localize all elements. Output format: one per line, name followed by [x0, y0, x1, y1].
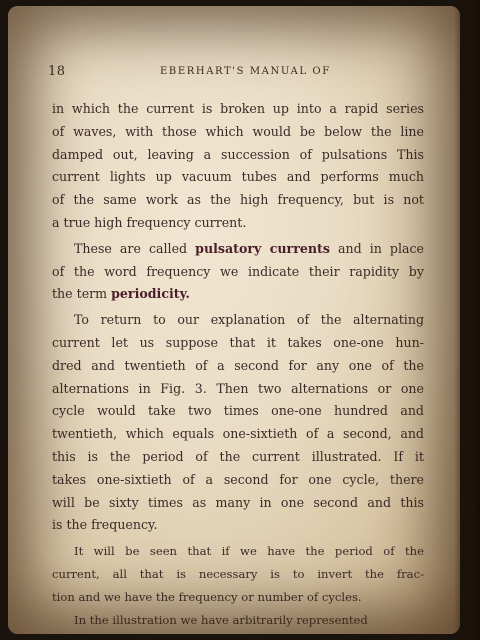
- book-spine-shadow: [454, 0, 480, 640]
- bold-term-pulsatory-currents: pulsatory currents: [195, 240, 330, 256]
- page-number: 18: [48, 64, 66, 79]
- text-line: is the frequency.: [52, 517, 158, 533]
- text-line: a true high frequency current.: [52, 214, 247, 230]
- text-line: twentieth, which equals one-sixtieth of a second, and: [52, 426, 424, 442]
- paragraph-3: [52, 309, 424, 537]
- text-line: current let us suppose that it takes one-one hun-: [52, 334, 424, 350]
- page-header: [48, 64, 424, 84]
- text-line: current lights up vacuum tubes and performs much: [52, 169, 424, 185]
- text-line: dred and twentieth of a second for any one of the: [52, 357, 424, 373]
- text-line: current, all that is necessary is to invert the frac-: [52, 566, 424, 581]
- text-line: alternations in Fig. 3. Then two alternations or one: [52, 380, 424, 396]
- text-line: this is the period of the current illustrated. If it: [52, 448, 424, 464]
- text-line: [52, 238, 424, 261]
- running-head: EBERHART'S MANUAL OF: [160, 66, 331, 77]
- text-line: in which the current is broken up into a rapid series: [52, 101, 424, 116]
- text-line: tion and we have the frequency or number of cycles.: [52, 589, 362, 604]
- text-line: In the illustration we have arbitrarily represented: [74, 612, 368, 627]
- text-line: cycle would take two times one-one hundred and: [52, 403, 424, 419]
- text-line: of the same work as the high frequency, but is not: [52, 192, 424, 208]
- paragraph-4: [52, 540, 424, 608]
- text-line: of waves, with those which would be below the line: [52, 123, 424, 139]
- text-run: and in place: [329, 240, 424, 256]
- text-line: [52, 283, 424, 306]
- text-line: It will be seen that if we have the period of the: [74, 544, 424, 559]
- paragraph-2: [52, 238, 424, 306]
- text-line: will be sixty times as many in one second and this: [52, 494, 424, 510]
- paragraph-1: [52, 98, 424, 235]
- text-run: These are called: [74, 240, 196, 256]
- text-line: damped out, leaving a succession of pulsations This: [52, 146, 424, 162]
- text-line: of the word frequency we indicate their rapidity by: [52, 263, 424, 279]
- body-text: [52, 98, 424, 631]
- book-page: [8, 6, 460, 634]
- bold-term-periodicity: periodicity.: [111, 286, 190, 302]
- text-line: To return to our explanation of the alternating: [74, 312, 424, 328]
- text-run: the term: [52, 286, 112, 302]
- paragraph-5: [52, 609, 424, 632]
- text-line: takes one-sixtieth of a second for one cycle, there: [52, 471, 424, 487]
